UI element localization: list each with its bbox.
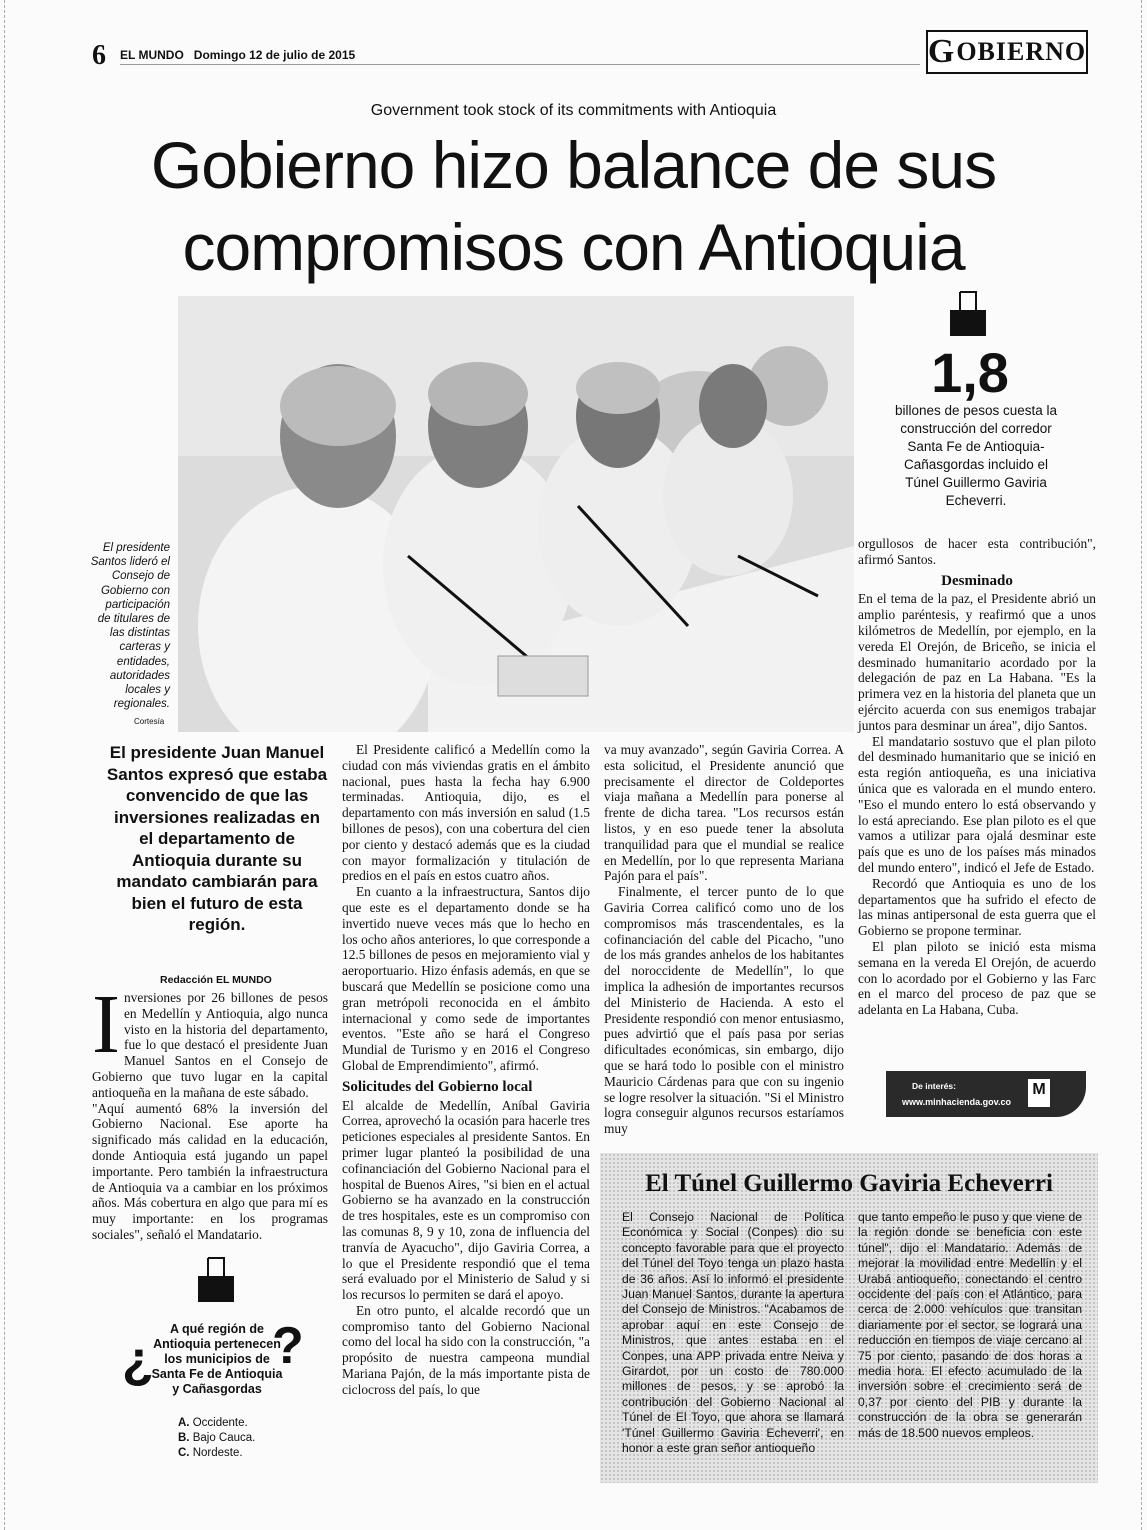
article-column-2 [342,742,590,1398]
interest-url[interactable]: www.minhacienda.gov.co [902,1097,1012,1107]
quiz-question: A qué región de Antioquia pertenecen los municipios de Santa Fe de Antioquia y Cañasgordas [151,1322,283,1396]
photo-credit: Cortesía [134,717,165,726]
section-tag [926,30,1088,74]
article-photo [178,296,854,732]
paper-name: EL MUNDO [120,48,184,62]
article-lead: El presidente Juan Manuel Santos expresó que estaba convencido de que las inversiones realizadas en el departamento de Antioquia durante su mandato cambiarán para bien el futuro de esta región. [106,743,328,934]
drop-cap: I [92,978,120,1071]
option-text: Occidente. [192,1417,248,1429]
paragraph: va muy avanzado", según Gaviria Correa. A esta solicitud, el Presidente anunció que precisamente el director de Coldeportes viaja mañana a Medellín para ponerse al frente de dicha tarea. "Los recursos están listos, y en eso puede tener la absoluta tranquilidad para que el mundial se realice en Medellín, por lo que representa Mariana Pajón para el país". [604,742,844,884]
photo-caption: El presidente Santos lideró el Consejo de Gobierno con participación de titulares de las distintas carteras y entidades, autoridades locales y regionales. [90,542,170,711]
issue-date: Domingo 12 de julio de 2015 [193,48,356,62]
paragraph: orgullosos de hacer esta contribución", afirmó Santos. [858,536,1096,567]
folio-line [120,48,355,62]
paragraph: "Aquí aumentó 68% la inversión del Gobierno Nacional. Ese aporte ha significado más calidad en la educación, donde Antioquia está jugando un papel importante. Pero también la infraestructura de Antioquia va a cambiar en los próximos años. Más cobertura en algo que para mí es muy importante: en los programas sociales", señaló el Mandatario. [92,1100,328,1242]
paragraph: En otro punto, el alcalde recordó que un compromiso tanto del Gobierno Nacional como del local ha sido con la construcción, "a propósito de nuestra campeona mundial Mariana Pajón, de la más importante pista de ciclocross del país, lo que [342,1302,590,1397]
article-column-4 [858,536,1096,1018]
paragraph: que tanto empeño le puso y que viene de la región donde se beneficia con este túnel", dijo el Mandatario. Además de mejorar la movilidad entre Medellín y el Urabá antioqueño, conectando el centro occidente del país con el Atlántico, para cerca de 2.000 vehículos que transitan diariamente por el sector, se logrará una reducción en tiempos de viaje cercano al 75 por ciento, pasando de dos horas a media hora. El efecto acumulado de la inversión sobre el crecimiento será de 0,37 por ciento del PIB y durante la construcción de la obra se generarán más de 18.500 nuevos empleos. [858,1210,1082,1440]
byline: Redacción EL MUNDO [160,974,272,986]
stat-number: 1,8 [931,341,1009,404]
page-edge-right [1141,0,1142,1530]
paragraph: Finalmente, el tercer punto de lo que Gaviria Correa calificó como uno de los compromisos más trascendentales, es la cofinanciación del cable del Picacho, "uno de los más grandes anhelos de los habitantes del noroccidente de Medellín", lo que implica la adhesión de importantes recursos del Ministerio de Hacienda. A esto el Presidente respondió con menor entusiasmo, pues advirtió que el país pasa por serias dificultades económicas, sin embargo, dijo que se hará todo lo posible con el ministro Mauricio Cárdenas para que con su ingenio se logre resolver la situación. "Si el Ministro logra conseguir algunos recursos estaríamos muy [604,884,844,1137]
binder-clip-icon [196,1256,236,1306]
option-letter: C. [178,1447,190,1459]
page-edge-left [4,0,5,1530]
paragraph: El plan piloto se inició esta misma semana en la vereda El Orejón, de acuerdo con lo acordado por el Gobierno y las Farc en el marco del proceso de paz que se adelanta en La Habana, Cuba. [858,938,1096,1018]
paragraph: En el tema de la paz, el Presidente abrió un amplio paréntesis, y reafirmó que a unos kilómetros de Medellín, por ejemplo, en la vereda El Orejón, de Briceño, se inicia el desminado humanitario acordado por la delegación de paz en La Habana. "Es la primera vez en la historia del planeta que un ejército acuerda con sus enemigos trabajar juntos para desminar un área", dijo Santos. [858,591,1096,733]
interest-box [886,1071,1086,1117]
quiz-options [178,1416,255,1461]
photo-illustration [178,296,854,732]
quiz-option-c [178,1446,255,1461]
section-tag-initial: G [927,33,956,70]
quiz-option-b [178,1431,255,1446]
paragraph: nversiones por 26 billones de pesos en Medellín y Antioquia, algo nunca visto en la historia del departamento, fue lo que destacó el presidente Juan Manuel Santos en el Consejo de Gobierno que tuvo lugar en la capital antioqueña en la mañana de este sábado. [92,990,328,1100]
binder-clip-icon [948,290,988,340]
paragraph: El mandatario sostuvo que el plan piloto del desminado humanitario que se inició en esta región antioqueña, es una iniciativa única que es valorada en el mundo entero. "Eso el mundo entero lo está observando y lo está apreciando. Ese plan piloto es el que vamos a utilizar para ojalá desminar este país que es uno de los países más minados del mundo entero", indicó el Jefe de Estado. [858,733,1096,875]
quiz-option-a [178,1416,255,1431]
tunnel-box-column-1 [622,1210,844,1457]
article-column-3 [604,742,844,1137]
option-letter: A. [178,1417,190,1429]
paragraph: El Consejo Nacional de Política Económica y Social (Conpes) dio su concepto favorable para que el proyecto del Túnel del Toyo tenga un plazo hasta de 36 años. Así lo informó el presidente Juan Manuel Santos, durante la apertura del Consejo de Ministros. "Acabamos de aprobar aquí en este Consejo de Ministros, que antes estaba en el Conpes, una APP privada entre Neiva y Girardot, por un costo de 780.000 millones de pesos, y se aprobó la contribución del Gobierno Nacional al Túnel de El Toyo, que ahora se llamará 'Túnel Guillermo Gaviria Echeverri', en honor a este gran señor antioqueño [622,1210,844,1456]
subhead-local-requests: Solicitudes del Gobierno local [342,1078,533,1095]
tunnel-box-title: El Túnel Guillermo Gaviria Echeverri [645,1170,1053,1197]
kicker: Government took stock of its commitments with Antioquia [370,102,777,119]
stat-description: billones de pesos cuesta la construcción del corredor Santa Fe de Antioquia-Cañasgordas incluido el Túnel Guillermo Gaviria Echeverri. [894,403,1058,508]
tunnel-box-column-2 [858,1210,1082,1441]
paragraph: El alcalde de Medellín, Aníbal Gaviria Correa, aprovechó la ocasión para hacerle tres peticiones especiales al presidente Santos. En primer lugar planteó la posibilidad de una cofinanciación del Gobierno Nacional para el hospital de Buenos Aires, "si bien en el actual Gobierno se ha avanzado en la construcción de tres hospitales, este es un compromiso con las comunas 8, 9 y 10, zona de influencia del tranvía de Ayacucho", dijo Gaviria Correa, a lo que el Presidente respondió que el tema será evaluado por el Ministerio de Salud y si los recursos lo permiten se dará el apoyo. [342,1097,590,1303]
interest-label: De interés: [912,1081,956,1091]
option-text: Nordeste. [192,1447,243,1459]
open-question-mark: ¿ [122,1331,154,1389]
page-number: 6 [92,40,106,71]
section-tag-rest: OBIERNO [956,37,1087,66]
option-letter: B. [178,1432,190,1444]
header-rule [120,64,920,65]
paragraph: Recordó que Antioquia es uno de los departamentos que ha sufrido el efecto de las minas antipersonal de esta guerra que el Gobierno se propone terminar. [858,875,1096,939]
subhead-demining: Desminado [941,572,1013,589]
paragraph: En cuanto a la infraestructura, Santos dijo que este es el departamento donde se ha invertido nueve veces más que lo hecho en los ocho años anteriores, lo que corresponde a 12.5 billones de pesos en mejoramiento vial y aeroportuario. Hizo énfasis además, en que se buscará que Medellín se posicione como una gran metrópoli reconocida en el ámbito internacional y como sede de importantes eventos. "Este año se hará el Congreso Mundial de Turismo y en 2016 el Congreso Global de Emprendimiento", afirmó. [342,884,590,1073]
ministry-logo-icon: M [1028,1079,1050,1107]
paragraph: El Presidente calificó a Medellín como la ciudad con más viviendas gratis en el ámbito nacional, pues hasta la fecha hay 6.900 terminadas. Antioquia, dijo, es el departamento con más inversión en salud (1.5 billones de pesos), con una cobertura del cien por ciento y destacó además que es la ciudad con mayor formalización y titulación de predios en el país en estos cuatro años. [342,742,590,884]
option-text: Bajo Cauca. [192,1432,256,1444]
headline: Gobierno hizo balance de sus compromisos con Antioquia [150,128,997,284]
close-question-mark: ? [272,1317,304,1375]
